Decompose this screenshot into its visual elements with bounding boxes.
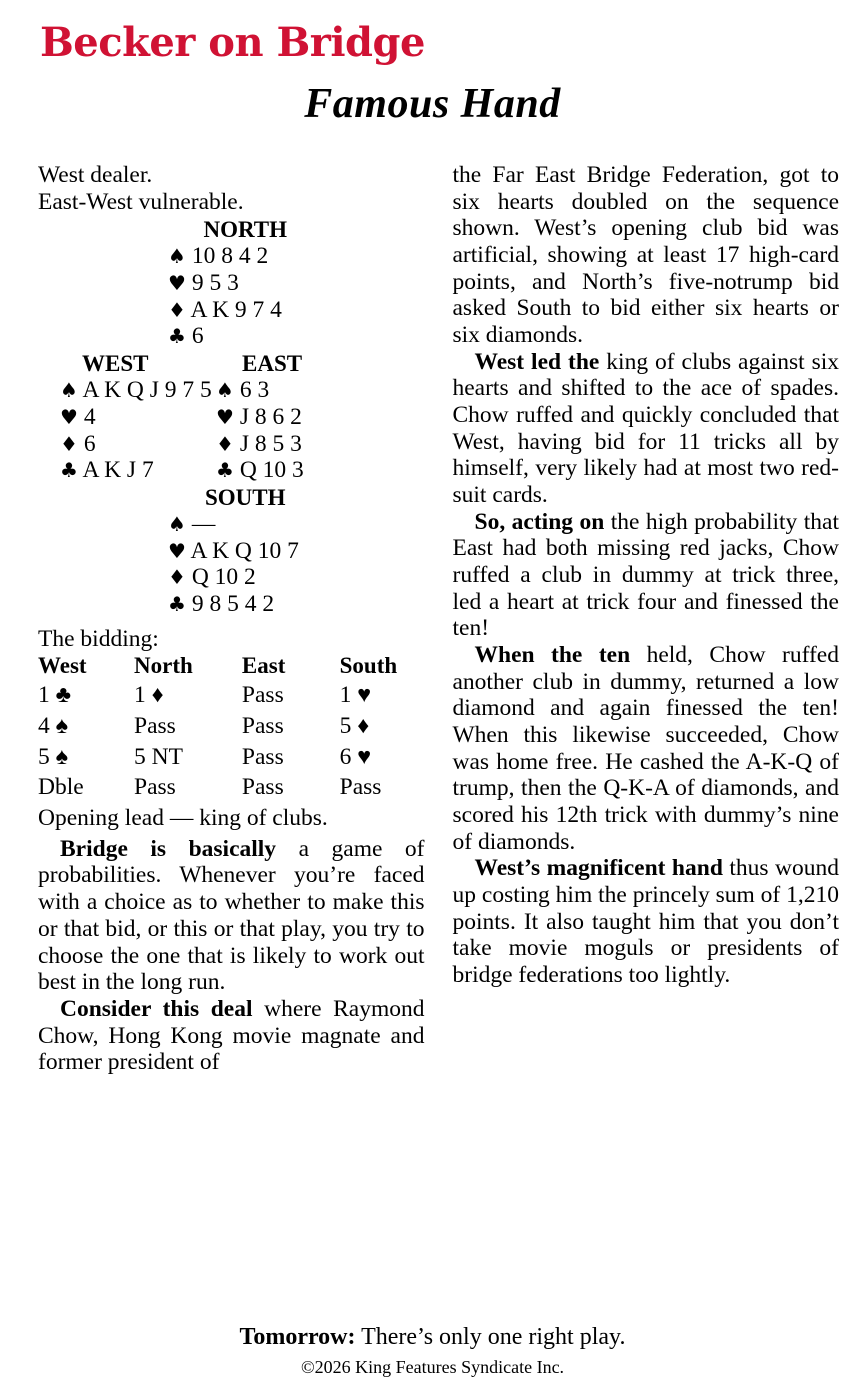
south-clubs-row [168, 591, 425, 618]
north-spades-row [168, 243, 425, 270]
table-row [38, 772, 425, 803]
heart-icon: ♥ [216, 404, 234, 429]
heart-icon: ♥ [60, 404, 78, 429]
club-icon: ♣ [216, 458, 234, 483]
east-spades-row [216, 377, 416, 404]
article-paragraph [453, 642, 840, 855]
west-diamonds: 6 [83, 430, 96, 457]
bid-cell: 5 ♠ [38, 743, 69, 770]
bid-cell: 5 ♦ [339, 713, 370, 740]
south-spades-row [168, 511, 425, 538]
south-spades: — [191, 511, 216, 537]
diamond-icon: ♦ [168, 565, 186, 590]
paragraph-text: the high probability that East had both missing red jacks, Chow ruffed a club in dummy at trick three, led a heart at trick four and finessed the ten! [452, 508, 839, 642]
diamond-icon: ♦ [168, 297, 186, 322]
north-spades: 10 8 4 2 [191, 243, 269, 270]
bid-cell: 6 ♥ [339, 743, 372, 770]
article-paragraph [453, 349, 840, 509]
paragraph-text: the Far East Bridge Federation, got to six hearts doubled on the sequence shown. West’s opening club bid was artificial, showing at least 17 high-card points, and North’s five-notrump bid asked South to bid either six hearts or six diamonds. [452, 162, 839, 349]
bidding-header-west: West [38, 653, 87, 679]
east-clubs: Q 10 3 [239, 457, 304, 484]
east-diamonds-row [216, 431, 416, 458]
paragraph-lead-in: So, acting on [474, 508, 605, 535]
paragraph-lead-in: Bridge is basically [60, 835, 277, 862]
bidding-header-north: North [134, 653, 193, 679]
bid-cell: Dble [38, 774, 84, 801]
north-hearts: 9 5 3 [191, 270, 239, 297]
paragraph-text: where Raymond Chow, Hong Kong movie magnate and former president of [38, 995, 425, 1076]
south-hearts: A K Q 10 7 [190, 537, 299, 564]
spade-icon: ♠ [216, 378, 234, 403]
south-clubs: 9 8 5 4 2 [191, 591, 275, 618]
bid-cell: 1 ♦ [134, 682, 164, 709]
club-icon: ♣ [60, 458, 78, 483]
south-hearts-row [168, 538, 425, 565]
paragraph-lead-in: When the ten [474, 642, 631, 669]
table-row [38, 742, 425, 773]
north-label: NORTH [203, 217, 288, 243]
bid-cell: 1 ♣ [38, 682, 72, 709]
copyright-line: ©2026 King Features Syndicate Inc. [300, 1357, 565, 1377]
left-column [22, 162, 425, 1076]
bid-cell: 5 NT [134, 743, 183, 770]
dealer-line: West dealer. [38, 162, 153, 188]
opening-lead-line: Opening lead — king of clubs. [38, 805, 328, 832]
paragraph-text: a game of probabilities. Whenever you’re faced with a choice as to whether to make this or that bid, or this or that play, you try to choose the one that is likely to work out best in the long run. [38, 835, 425, 996]
west-hearts-row [60, 404, 216, 431]
south-diamonds: Q 10 2 [191, 564, 256, 591]
right-column [453, 162, 844, 1076]
article-paragraph-continued [453, 162, 840, 349]
bid-cell: Pass [241, 713, 284, 740]
bid-cell: 4 ♠ [38, 713, 69, 740]
west-hand-block [38, 351, 216, 484]
bidding-header-row [38, 653, 425, 680]
east-clubs-row [216, 457, 416, 484]
west-spades-row [60, 377, 216, 404]
table-row [38, 711, 425, 742]
page-footer [0, 1324, 865, 1378]
paragraph-text: king of clubs against six hearts and shifted to the ace of spades. Chow ruffed and quickly concluded that West, having bid for 11 tricks all by himself, very likely had at most two red-suit cards. [452, 348, 839, 509]
article-paragraph [38, 996, 425, 1076]
article-paragraph [453, 855, 840, 988]
east-hand-block [216, 351, 416, 484]
paragraph-lead-in: West’s magnificent hand [474, 855, 723, 882]
south-hand-block [38, 485, 425, 618]
west-east-hands-block [38, 351, 425, 484]
east-hearts-row [216, 404, 416, 431]
north-clubs-row [168, 323, 425, 350]
bid-cell: Pass [241, 682, 284, 709]
west-clubs: A K J 7 [82, 457, 154, 484]
bidding-header-south: South [339, 653, 398, 679]
bid-cell: Pass [134, 774, 176, 801]
tomorrow-label: Tomorrow: [239, 1324, 356, 1350]
bid-cell: Pass [134, 713, 176, 740]
north-diamonds: A K 9 7 4 [190, 296, 282, 323]
club-icon: ♣ [168, 324, 186, 349]
spade-icon: ♠ [60, 378, 78, 403]
tomorrow-text: There’s only one right play. [355, 1324, 626, 1350]
paragraph-text: held, Chow ruffed another club in dummy, returned a low diamond and again finessed the ten! When this likewise succeeded, Chow was home free. He cashed the A-K-Q of trump, then the Q-K-A of diamonds, and scored his 12th trick with dummy’s nine of diamonds. [452, 642, 839, 855]
south-label: SOUTH [204, 484, 286, 510]
spade-icon: ♠ [168, 512, 186, 536]
bidding-title: The bidding: [38, 625, 159, 652]
article-paragraph [453, 509, 840, 642]
north-hearts-row [168, 270, 425, 297]
paragraph-text: thus wound up costing him the princely sum of 1,210 points. It also taught him that you don’t take movie moguls or presidents of bridge federations too lightly. [452, 855, 839, 989]
spade-icon: ♠ [168, 244, 186, 269]
vulnerability-line: East-West vulnerable. [38, 188, 244, 215]
article-columns [22, 162, 843, 1076]
east-spades: 6 3 [239, 377, 270, 404]
east-label: EAST [242, 351, 303, 377]
paragraph-lead-in: Consider this deal [60, 995, 253, 1022]
west-spades: A K Q J 9 7 5 [82, 377, 212, 404]
heart-icon: ♥ [168, 271, 186, 296]
north-clubs: 6 [191, 323, 204, 350]
bid-cell: Pass [241, 743, 284, 770]
north-diamonds-row [168, 297, 425, 324]
south-diamonds-row [168, 564, 425, 591]
paragraph-lead-in: West led the [474, 348, 600, 375]
bidding-header-east: East [241, 653, 286, 679]
west-hearts: 4 [83, 403, 96, 430]
diamond-icon: ♦ [216, 431, 234, 456]
bidding-table [38, 653, 425, 803]
tomorrow-line [0, 1324, 865, 1351]
east-hearts: J 8 6 2 [239, 403, 302, 430]
heart-icon: ♥ [168, 538, 186, 563]
bid-cell: 1 ♥ [339, 682, 372, 709]
table-row [38, 680, 425, 711]
feature-subtitle: Famous Hand [304, 81, 561, 127]
article-paragraph [38, 836, 425, 996]
west-clubs-row [60, 457, 216, 484]
north-hand-block [38, 217, 425, 350]
masthead-title: Becker on Bridge [40, 19, 425, 66]
west-diamonds-row [60, 431, 216, 458]
east-diamonds: J 8 5 3 [239, 430, 302, 457]
west-label: WEST [82, 351, 149, 377]
club-icon: ♣ [168, 592, 186, 617]
bid-cell: Pass [241, 774, 284, 801]
diamond-icon: ♦ [60, 431, 78, 456]
bid-cell: Pass [339, 774, 382, 801]
